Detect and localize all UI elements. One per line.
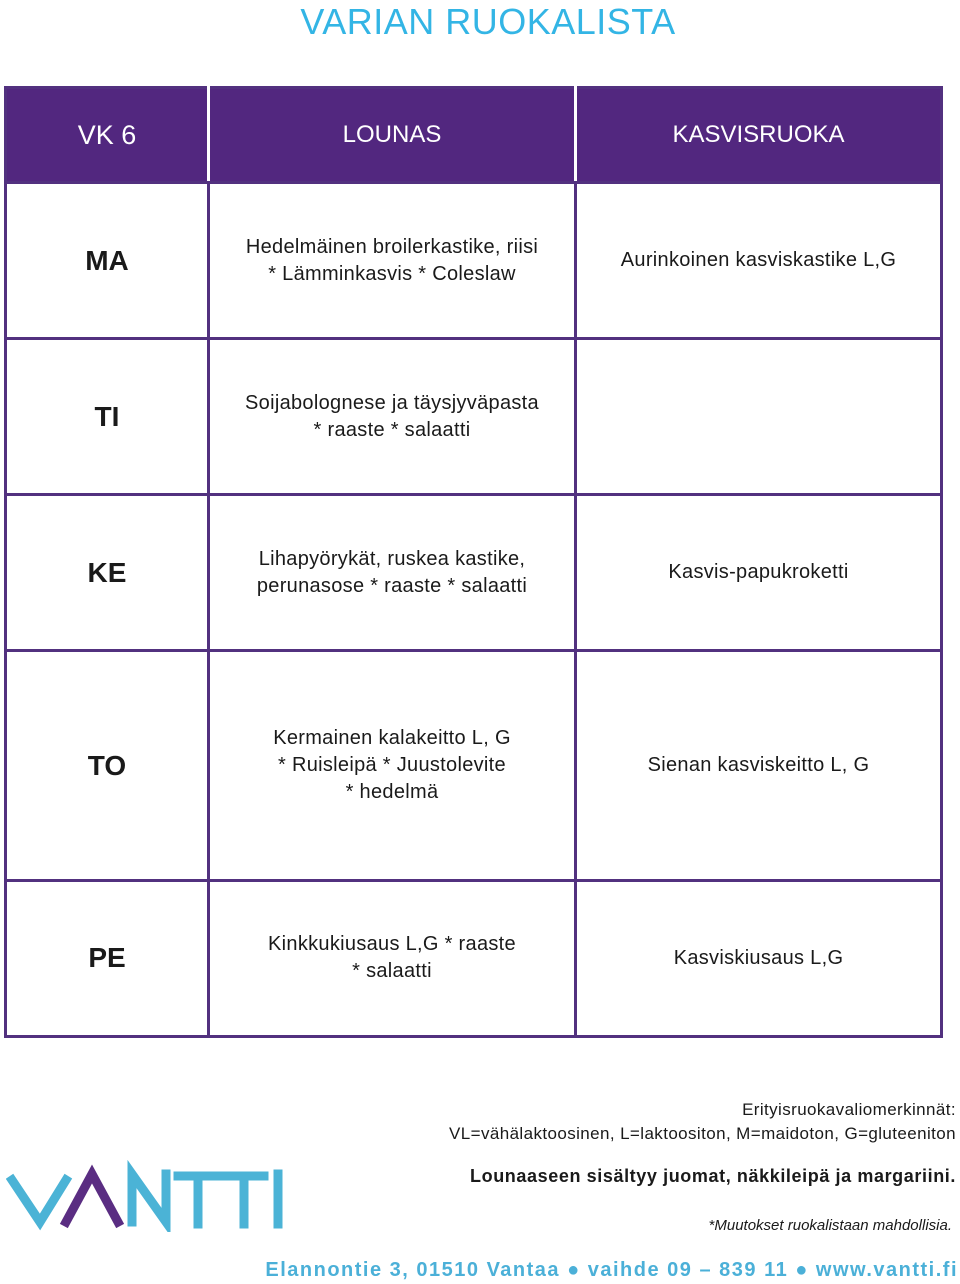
included-items-note: Lounaaseen sisältyy juomat, näkkileipä ja margariini. [470, 1166, 956, 1186]
page-title: VARIAN RUOKALISTA [300, 1, 676, 42]
changes-disclaimer: *Muutokset ruokalistaan mahdollisia. [708, 1217, 952, 1234]
menu-table [4, 86, 943, 1038]
header-row [6, 88, 942, 183]
lunch-dish: Hedelmäinen broilerkastike, riisi * Lämminkasvis * Coleslaw [209, 183, 576, 339]
lunch-dish: Lihapyörykät, ruskea kastike, perunasose * raaste * salaatti [209, 495, 576, 651]
menu-row-pe [6, 880, 942, 1036]
day-label: TO [6, 651, 209, 881]
veg-column-header: KASVISRUOKA [576, 88, 942, 183]
logo-letter-n [132, 1174, 166, 1222]
day-label: KE [6, 495, 209, 651]
day-label: PE [6, 880, 209, 1036]
day-label: MA [6, 183, 209, 339]
lunch-dish: Kermainen kalakeitto L, G * Ruisleipä * Juustolevite * hedelmä [209, 651, 576, 881]
lunch-column-header: LOUNAS [209, 88, 576, 183]
logo-letter-t2 [224, 1176, 264, 1224]
veg-dish: Kasvis-papukroketti [576, 495, 942, 651]
vantti-logo [6, 1160, 290, 1232]
logo-letter-v [12, 1180, 66, 1222]
menu-row-to [6, 651, 942, 881]
address-line: Elannontie 3, 01510 Vantaa ● vaihde 09 – 839 11 ● www.vantti.fi [265, 1259, 958, 1281]
veg-dish: Kasviskiusaus L,G [576, 880, 942, 1036]
logo-letter-t1 [178, 1176, 218, 1224]
menu-row-ti [6, 339, 942, 495]
menu-row-ke [6, 495, 942, 651]
lunch-dish: Soijabolognese ja täysjyväpasta * raaste * salaatti [209, 339, 576, 495]
veg-dish: Sienan kasviskeitto L, G [576, 651, 942, 881]
day-label: TI [6, 339, 209, 495]
veg-dish: Aurinkoinen kasviskastike L,G [576, 183, 942, 339]
veg-dish [576, 339, 942, 495]
lunch-dish: Kinkkukiusaus L,G * raaste * salaatti [209, 880, 576, 1036]
logo-letter-a [66, 1174, 118, 1222]
menu-row-ma [6, 183, 942, 339]
diet-codes: VL=vähälaktoosinen, L=laktoositon, M=maidoton, G=gluteeniton [449, 1124, 956, 1143]
week-label: VK 6 [6, 88, 209, 183]
diet-notes-title: Erityisruokavaliomerkinnät: [742, 1100, 956, 1119]
